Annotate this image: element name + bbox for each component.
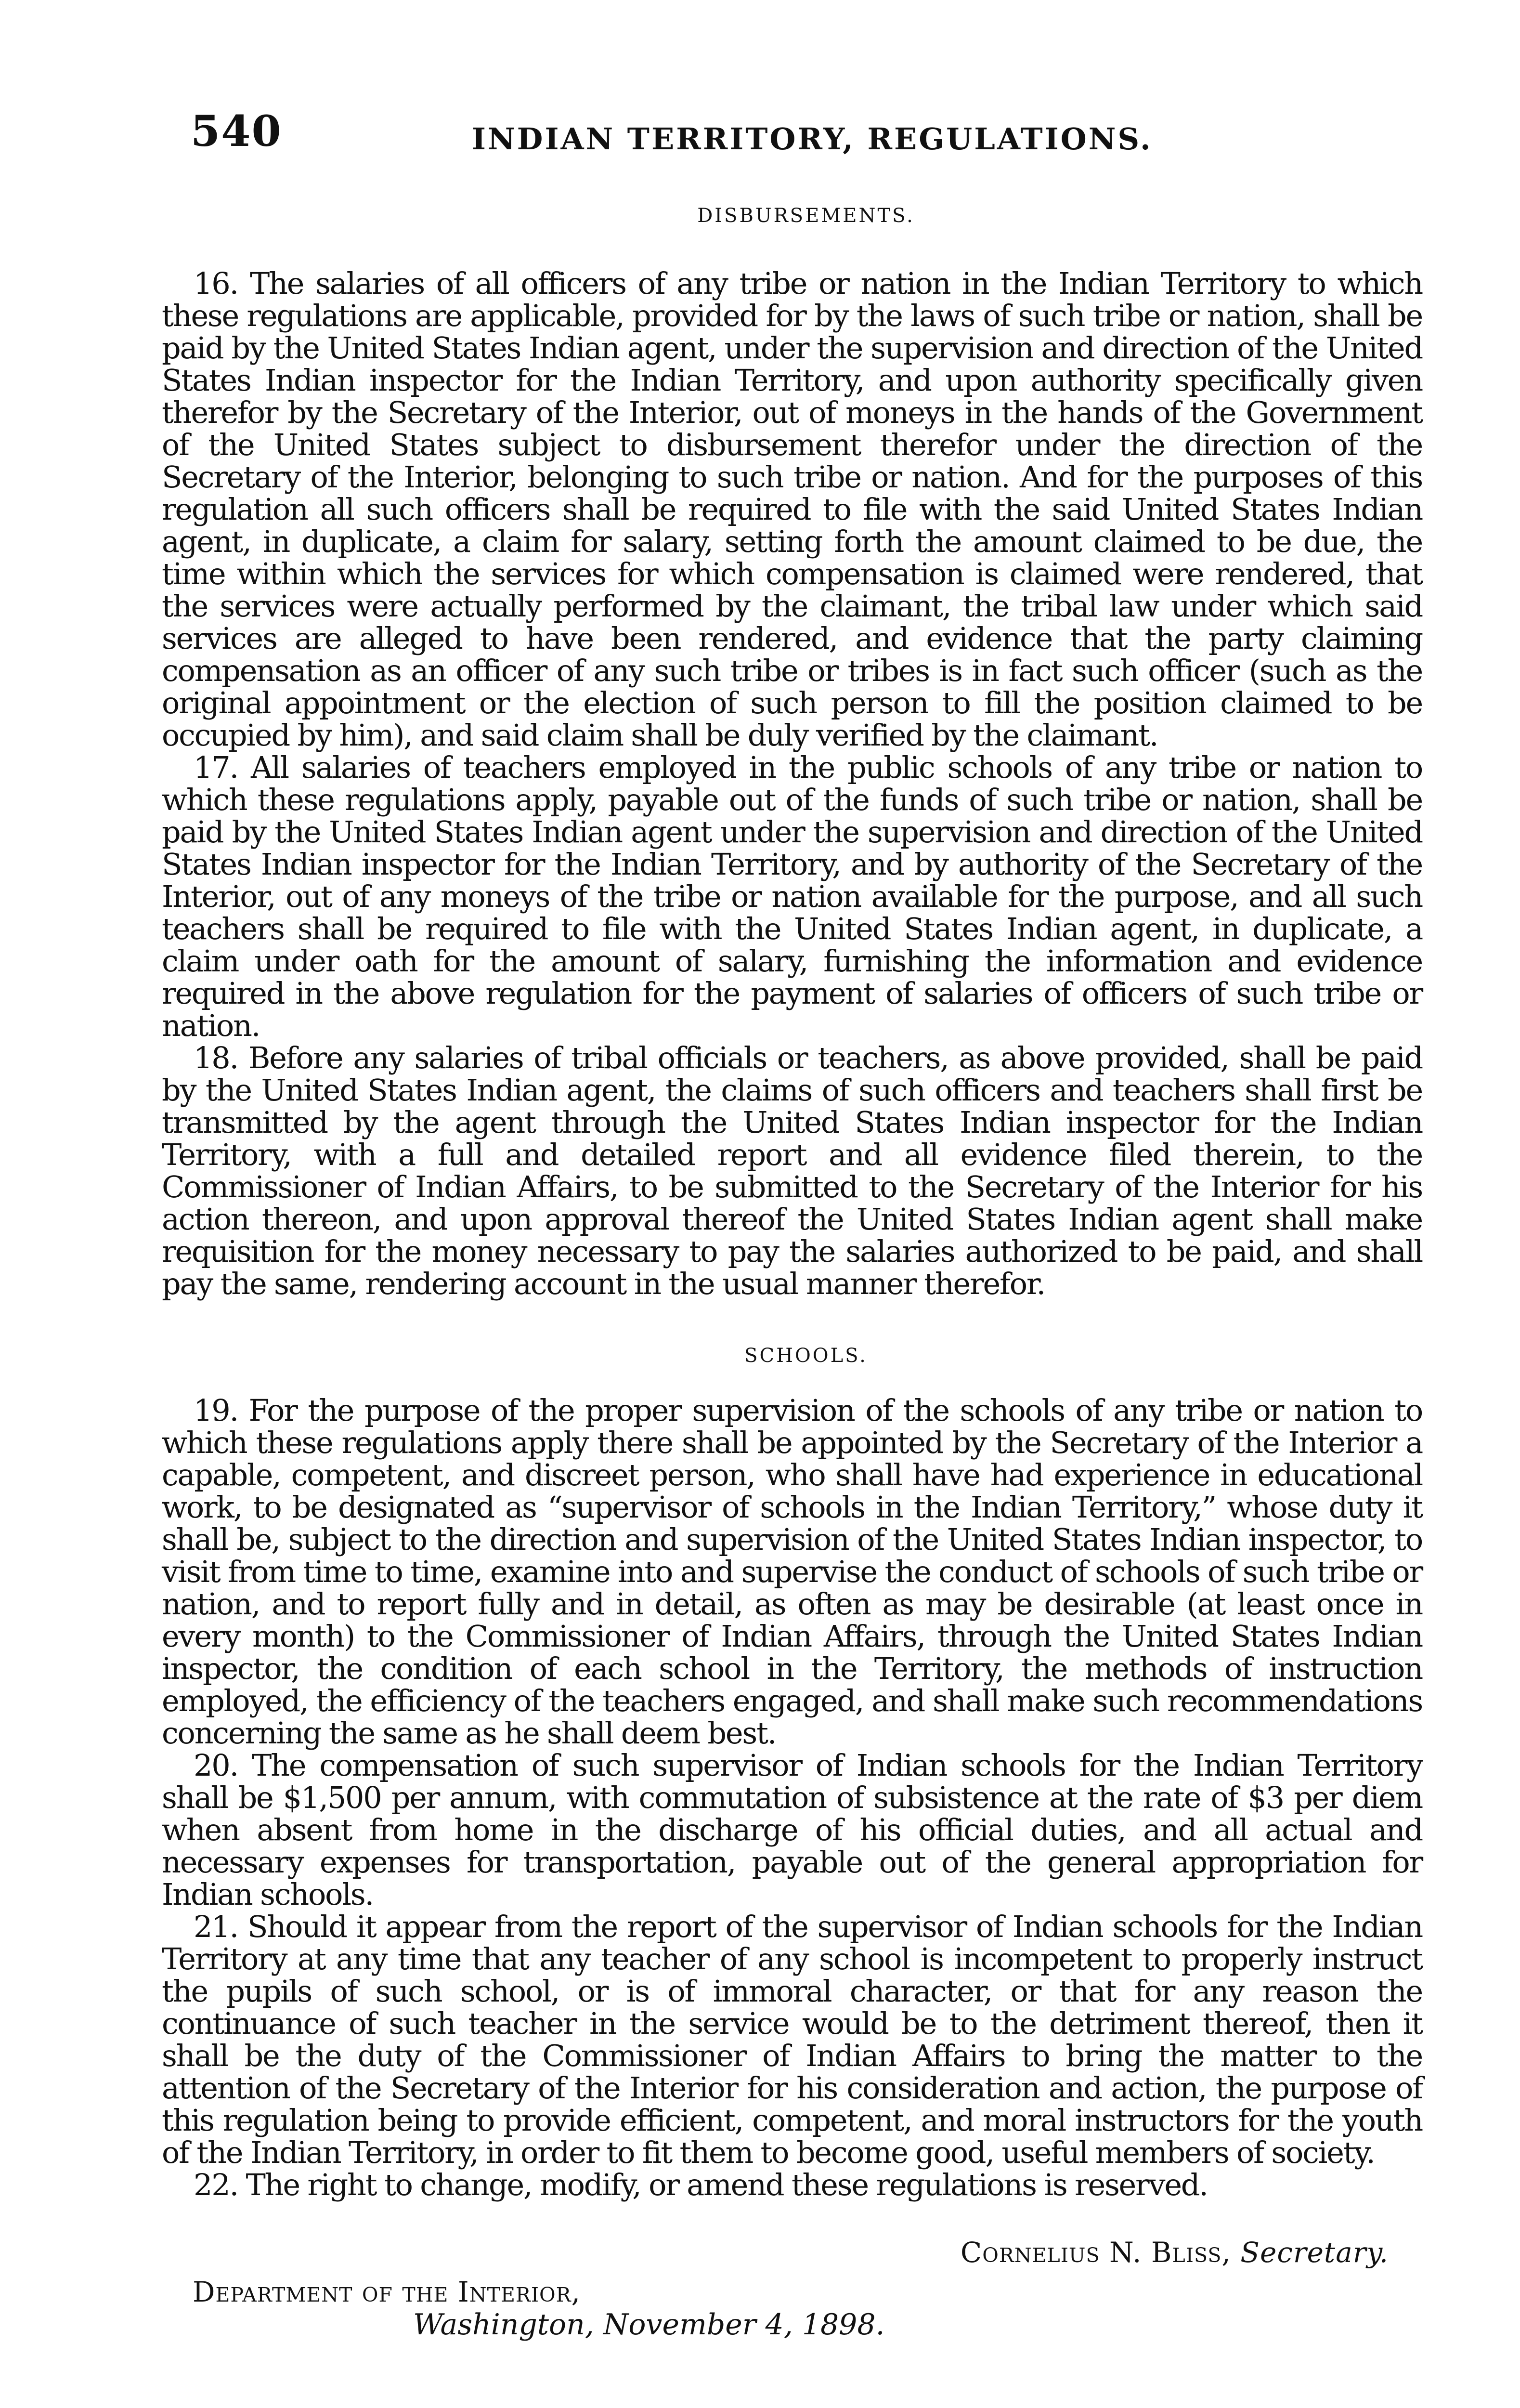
signatory-name: Cornelius N. Bliss, [960,2236,1231,2269]
department-name: Department of the Interior, [193,2276,581,2308]
regulation-21: 21. Should it appear from the report of the supervisor of Indian schools for the Indian Territory at any time that any teacher of any school is incompetent to properly instruct the pupils of such school, or is of immoral character, or that for any reason the continuance of such teacher in the service would be to the detriment thereof, then it shall be the duty of the Commissioner of Indian Affairs to bring the matter to the attention of the Secretary of the Interior for his consideration and action, the purpose of this regulation being to provide efficient, competent, and moral instructors for the youth of the Indian Territory, in order to fit them to become good, useful members of society. [162,1909,1422,2170]
regulation-19: 19. For the purpose of the proper supervision of the schools of any tribe or nation to which these regulations apply there shall be appointed by the Secretary of the Interior a capable, competent, and discreet person, who shall have had experience in educational work, to be designated as “supervisor of schools in the Indian Territory,” whose duty it shall be, subject to the direction and supervision of the United States Indian inspector, to visit from time to time, examine into and supervise the conduct of schools of such tribe or nation, and to report fully and in detail, as often as may be desirable (at least once in every month) to the Commissioner of Indian Affairs, through the United States Indian inspector, the condition of each school in the Territory, the methods of instruction employed, the efficiency of the teachers engaged, and shall make such recommendations concerning the same as he shall deem best. [162,1393,1422,1751]
running-title: INDIAN TERRITORY, REGULATIONS. [472,121,1153,157]
section-heading-disbursements: DISBURSEMENTS. [697,205,915,227]
page-number: 540 [191,106,282,156]
signatory-title: Secretary. [1240,2236,1389,2269]
place-and-date: Washington, November 4, 1898. [413,2308,885,2342]
regulation-17: 17. All salaries of teachers employed in the public schools of any tribe or nation to which these regulations apply, payable out of the funds of such tribe or nation, shall be paid by the United States Indian agent under the supervision and direction of the United States Indian inspector for the Indian Territory, and by authority of the Secretary of the Interior, out of any moneys of the tribe or nation available for the purpose, and all such teachers shall be required to file with the United States Indian agent, in duplicate, a claim under oath for the amount of salary, furnishing the information and evidence required in the above regulation for the payment of salaries of officers of such tribe or nation. [162,750,1422,1043]
regulation-18: 18. Before any salaries of tribal officials or teachers, as above provided, shall be paid by the United States Indian agent, the claims of such officers and teachers shall first be transmitted by the agent through the United States Indian inspector for the Indian Territory, with a full and detailed report and all evidence filed therein, to the Commissioner of Indian Affairs, to be submitted to the Secretary of the Interior for his action thereon, and upon approval thereof the United States Indian agent shall make requisition for the money necessary to pay the salaries authorized to be paid, and shall pay the same, rendering account in the usual manner therefor. [162,1040,1422,1301]
signature [876,2236,1389,2269]
disbursements-text [162,267,1422,1300]
section-heading-schools: SCHOOLS. [744,1345,868,1367]
regulation-22: 22. The right to change, modify, or amend these regulations is reserved. [194,2167,1208,2202]
regulation-16: 16. The salaries of all officers of any tribe or nation in the Indian Territory to which these regulations are applicable, provided for by the laws of such tribe or nation, shall be paid by the United States Indian agent, under the supervision and direction of the United States Indian inspector for the Indian Territory, and upon authority specifically given therefor by the Secretary of the Interior, out of moneys in the hands of the Government of the United States subject to disbursement therefor under the direction of the Secretary of the Interior, belonging to such tribe or nation. And for the purposes of this regulation all such officers shall be required to file with the said United States Indian agent, in duplicate, a claim for salary, setting forth the amount claimed to be due, the time within which the services for which compensation is claimed were rendered, that the services were actually performed by the claimant, the tribal law under which said services are alleged to have been rendered, and evidence that the party claiming compensation as an officer of any such tribe or tribes is in fact such officer (such as the original appointment or the election of such person to fill the position claimed to be occupied by him), and said claim shall be duly verified by the claimant. [162,266,1422,753]
schools-text [162,1394,1422,2201]
regulation-20: 20. The compensation of such supervisor of Indian schools for the Indian Territory shall be $1,500 per annum, with commutation of subsistence at the rate of $3 per diem when absent from home in the discharge of his official duties, and all actual and necessary expenses for transportation, payable out of the general appropriation for Indian schools. [162,1748,1422,1912]
